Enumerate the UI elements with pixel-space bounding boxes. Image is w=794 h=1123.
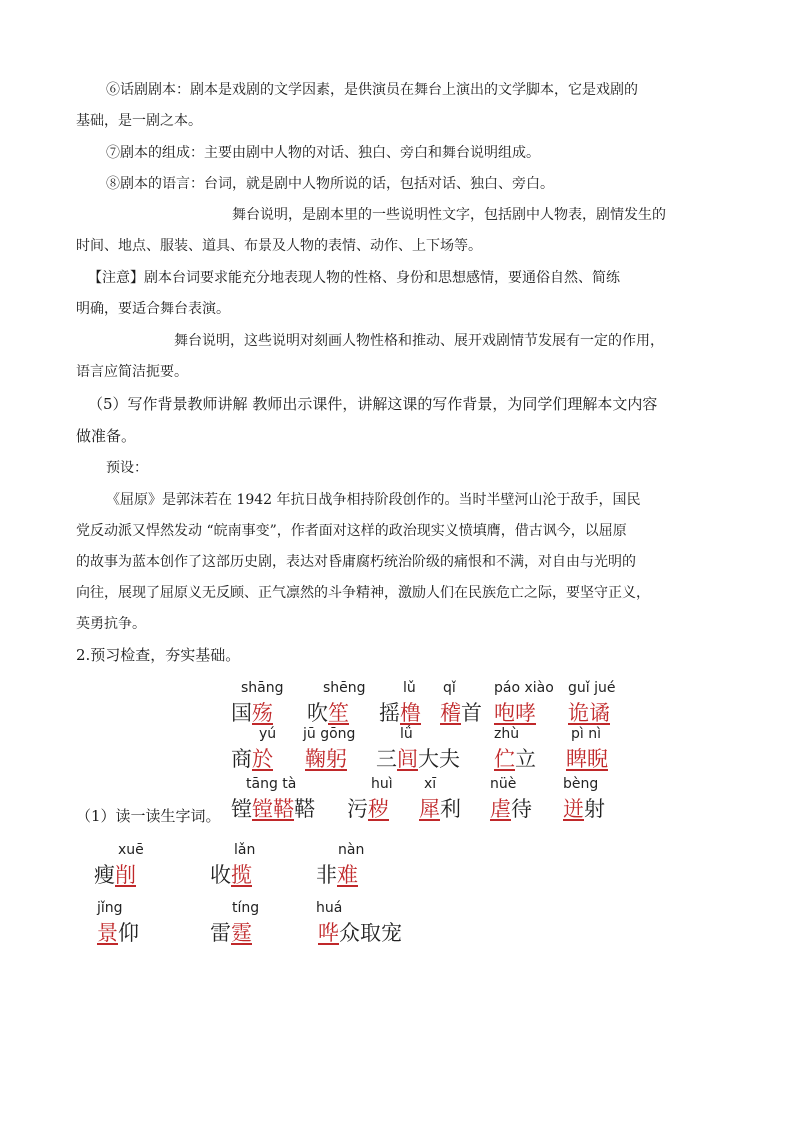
pinyin: nàn [338, 842, 365, 858]
background-body-line1: 《屈原》是郭沫若在 1942 年抗日战争相持阶段创作的。当时半壁河山沦于敌手，国民 [106, 492, 641, 508]
vocab-row-5 [0, 900, 794, 952]
hanzi: 诡谲 [568, 701, 610, 725]
hanzi: 镗镗鞳鞳 [231, 797, 315, 821]
p8-language: ⑧剧本的语言：台词，就是剧中人物所说的话，包括对话、独白、旁白。 [106, 176, 554, 192]
p7-components: ⑦剧本的组成：主要由剧中人物的对话、独白、旁白和舞台说明组成。 [106, 145, 540, 161]
hanzi: 三闾大夫 [376, 747, 460, 771]
pinyin: pì nì [571, 726, 601, 742]
hanzi: 瘦削 [94, 863, 136, 887]
vocab-row-2 [0, 726, 794, 778]
pinyin: shēng [323, 680, 366, 696]
pinyin: bèng [563, 776, 599, 792]
hanzi: 非难 [316, 863, 358, 887]
section2-title: 2.预习检查，夯实基础。 [76, 646, 241, 664]
hanzi: 雷霆 [210, 921, 252, 945]
hanzi: 摇橹 [379, 701, 421, 725]
pinyin: shāng [241, 680, 284, 696]
vocab-row-1 [0, 680, 794, 732]
pinyin: xuē [118, 842, 144, 858]
pinyin: jū gōng [303, 726, 356, 742]
background-body-line2: 党反动派又悍然发动 “皖南事变”，作者面对这样的政治现实义愤填膺，借古讽今，以屈原 [76, 523, 627, 539]
hanzi: 国殇 [231, 701, 273, 725]
p6-line1: ⑥话剧剧本：剧本是戏剧的文学因素，是供演员在舞台上演出的文学脚本，它是戏剧的 [106, 82, 638, 98]
hanzi: 景仰 [97, 921, 139, 945]
pinyin: guǐ jué [568, 680, 616, 696]
pinyin: lǔ [403, 680, 416, 696]
pinyin: huá [316, 900, 343, 916]
pinyin: xī [424, 776, 437, 792]
preset-label: 预设： [106, 460, 148, 476]
p6-line2: 基础，是一剧之本。 [76, 113, 202, 129]
note-line2: 明确，要适合舞台表演。 [76, 301, 230, 317]
background-body-line3: 的故事为蓝本创作了这部历史剧，表达对昏庸腐朽统治阶级的痛恨和不满，对自由与光明的 [76, 554, 636, 570]
vocab-row-4 [0, 842, 794, 894]
background-heading-line1: （5）写作背景教师讲解 教师出示课件，讲解这课的写作背景，为同学们理解本文内容 [88, 395, 658, 413]
p8-stage-line2: 时间、地点、服装、道具、布景及人物的表情、动作、上下场等。 [76, 238, 482, 254]
background-body-line4: 向往，展现了屈原义无反顾、正气凛然的斗争精神，激励人们在民族危亡之际，要坚守正义， [76, 585, 650, 601]
pinyin: yú [259, 726, 277, 742]
pinyin: lǘ [400, 726, 413, 742]
sub1-read-words: （1）读一读生字词。 [76, 807, 221, 825]
hanzi: 污秽 [347, 797, 389, 821]
pinyin: tāng tà [246, 776, 297, 792]
hanzi: 咆哮 [494, 701, 536, 725]
stage-note-line2: 语言应简洁扼要。 [76, 364, 188, 380]
hanzi: 犀利 [419, 797, 461, 821]
hanzi: 睥睨 [566, 747, 608, 771]
background-heading-line2: 做准备。 [76, 427, 137, 445]
pinyin: jǐng [97, 900, 123, 916]
hanzi: 哗众取宠 [318, 921, 402, 945]
pinyin: páo xiào [494, 680, 554, 696]
stage-note-line1: 舞台说明，这些说明对刻画人物性格和推动、展开戏剧情节发展有一定的作用， [174, 333, 664, 349]
p8-stage-line1: 舞台说明，是剧本里的一些说明性文字，包括剧中人物表，剧情发生的 [232, 207, 666, 223]
note-line1: 【注意】剧本台词要求能充分地表现人物的性格、身份和思想感情，要通俗自然、简练 [88, 270, 620, 286]
pinyin: qǐ [443, 680, 456, 696]
pinyin: huì [371, 776, 393, 792]
hanzi: 吹笙 [307, 701, 349, 725]
hanzi: 稽首 [440, 701, 482, 725]
pinyin: tíng [232, 900, 260, 916]
hanzi: 虐待 [490, 797, 532, 821]
hanzi: 伫立 [494, 747, 536, 771]
pinyin: zhù [494, 726, 520, 742]
hanzi: 迸射 [563, 797, 605, 821]
pinyin: nüè [490, 776, 517, 792]
pinyin: lǎn [234, 842, 256, 858]
hanzi: 商於 [231, 747, 273, 771]
background-body-line5: 英勇抗争。 [76, 616, 146, 632]
hanzi: 收揽 [210, 863, 252, 887]
hanzi: 鞠躬 [305, 747, 347, 771]
